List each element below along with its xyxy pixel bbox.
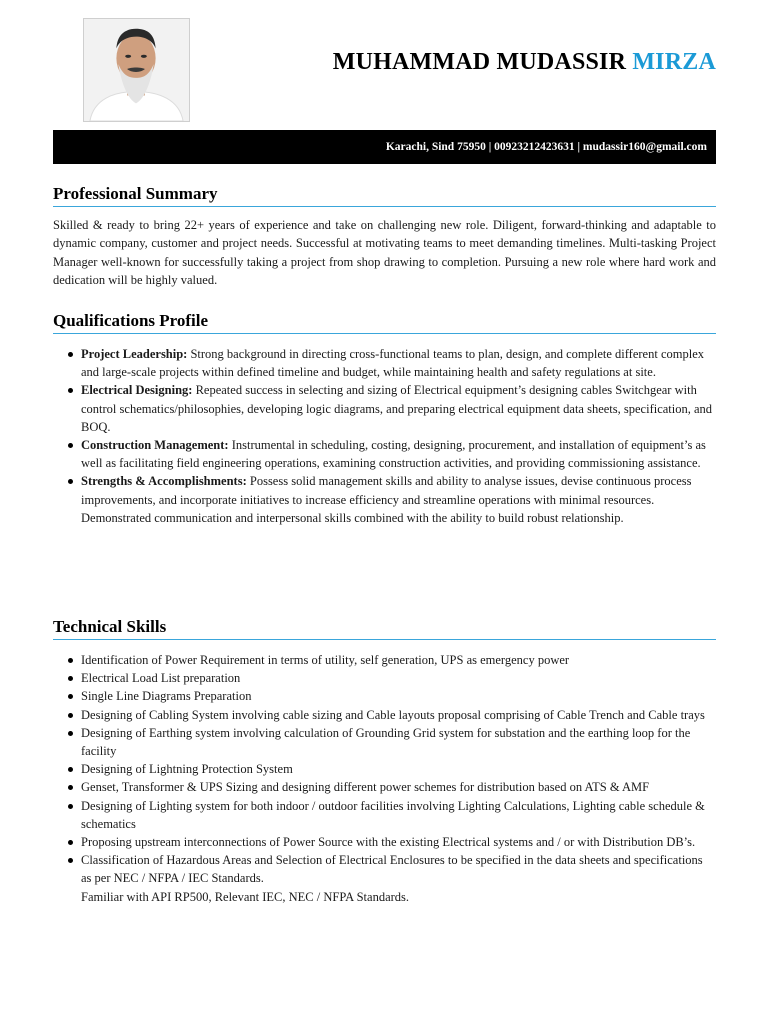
summary-text: Skilled & ready to bring 22+ years of experience and take on challenging new role. Diligent, forward-thinking and adaptable to dynamic company, customer and project needs. Successful at motivating teams to meet demanding timelines. Multi-tasking Project Manager well-known for successfully taking a project from shop drawing to completion. Pursuing a new role where hard work and dedication will be highly valued. bbox=[53, 218, 716, 288]
name-main: MUHAMMAD MUDASSIR bbox=[332, 49, 627, 75]
contact-bar bbox=[53, 130, 716, 164]
list-item: Designing of Earthing system involving calculation of Grounding Grid system for substation and the earthing loop for the facility bbox=[53, 724, 716, 760]
portrait-image bbox=[84, 19, 189, 121]
list-item: Electrical Load List preparation bbox=[53, 669, 716, 687]
item-text: Instrumental in scheduling, costing, designing, procurement, and installation of equipment’s as well as facilitating field engineering operations, examining construction activities, and providing commissioning assistance. bbox=[81, 438, 706, 471]
item-text: Possess solid management skills and ability to analyse issues, devise continuous process improvements, and incorporate initiatives to increase efficiency and streamline operations with minimal resources. Demonstrated communication and interpersonal skills combined with the ability to build robust relationship. bbox=[81, 474, 692, 525]
section-title: Professional Summary bbox=[53, 183, 716, 207]
list-item: Identification of Power Requirement in terms of utility, self generation, UPS as emergency power bbox=[53, 651, 716, 669]
item-label: Project Leadership: bbox=[81, 347, 188, 361]
qualifications-list bbox=[53, 345, 716, 527]
list-item: Single Line Diagrams Preparation bbox=[53, 687, 716, 705]
list-item bbox=[53, 345, 716, 381]
technical-skills-list bbox=[53, 651, 716, 888]
list-item: Designing of Lightning Protection System bbox=[53, 760, 716, 778]
section-title: Qualifications Profile bbox=[53, 310, 716, 334]
list-item: Classification of Hazardous Areas and Selection of Electrical Enclosures to be specified in the data sheets and specifications as per NEC / NFPA / IEC Standards. bbox=[53, 851, 716, 887]
item-label: Electrical Designing: bbox=[81, 383, 193, 398]
list-item: Designing of Lighting system for both indoor / outdoor facilities involving Lighting Calculations, Lighting cable schedule & schematics bbox=[53, 797, 716, 833]
list-item bbox=[53, 381, 716, 436]
list-item bbox=[53, 436, 716, 472]
candidate-name bbox=[333, 49, 716, 76]
name-accent: MIRZA bbox=[632, 49, 716, 75]
item-text: Repeated success in selecting and sizing of Electrical equipment’s designing cables Switchgear with control schematics/philosophies, developing logic diagrams, and preparing electrical equipment data sheets, specification, and BOQ. bbox=[81, 383, 713, 434]
professional-summary-section bbox=[53, 183, 716, 290]
qualifications-profile-section bbox=[53, 310, 716, 527]
standards-note: Familiar with API RP500, Relevant IEC, NEC / NFPA Standards. bbox=[81, 889, 410, 904]
list-item: Proposing upstream interconnections of Power Source with the existing Electrical systems and / or with Distribution DB’s. bbox=[53, 833, 716, 851]
item-label: Construction Management: bbox=[81, 438, 229, 453]
item-text: Strong background in directing cross-functional teams to plan, design, and complete different complex and large-scale projects within defined timeline and budget, while maintaining health and safety regulations at site. bbox=[81, 347, 704, 380]
profile-photo bbox=[83, 18, 190, 122]
technical-skills-section bbox=[53, 616, 716, 906]
contact-details: Karachi, Sind 75950 | 00923212423631 | mudassir160@gmail.com bbox=[385, 141, 707, 153]
list-item: Designing of Cabling System involving cable sizing and Cable layouts proposal comprising of Cable Trench and Cable trays bbox=[53, 706, 716, 724]
section-title: Technical Skills bbox=[53, 616, 716, 640]
list-item bbox=[53, 472, 716, 527]
item-label: Strengths & Accomplishments: bbox=[81, 474, 247, 489]
list-item: Genset, Transformer & UPS Sizing and designing different power schemes for distribution based on ATS & AMF bbox=[53, 778, 716, 796]
